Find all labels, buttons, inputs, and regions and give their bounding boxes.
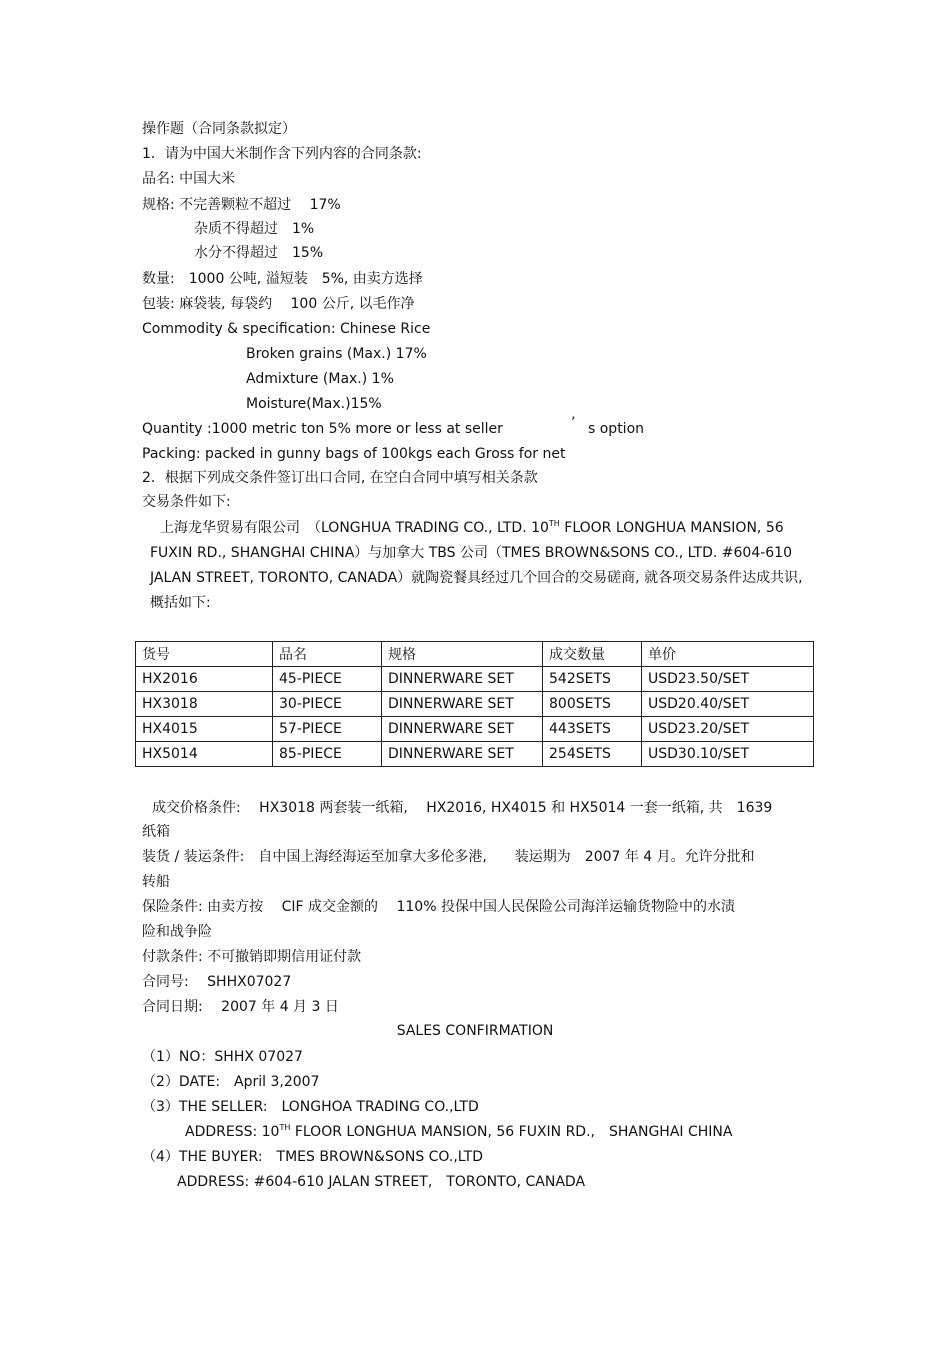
sales-confirmation-heading: SALES CONFIRMATION xyxy=(396,1023,554,1039)
seller-address-superscript: TH xyxy=(279,1123,291,1132)
seller-address-part-1: ADDRESS: 10 xyxy=(185,1124,280,1140)
intro-superscript: TH xyxy=(548,519,560,528)
shipment-terms-line-2: 转船 xyxy=(142,874,170,890)
terms-label: 交易条件如下: xyxy=(142,494,231,510)
table-row xyxy=(136,717,814,742)
apostrophe: ’ xyxy=(571,415,576,431)
page-title: 操作题（合同条款拟定） xyxy=(142,121,296,137)
table-cell: DINNERWARE SET xyxy=(382,667,543,692)
en-commodity-line: Commodity & specification: Chinese Rice xyxy=(142,321,431,337)
table-header-row xyxy=(136,642,814,667)
shipment-terms-line-1: 装货 / 装运条件: 自中国上海经海运至加拿大多伦多港, 装运期为 2007 年 4 月。允许分批和 xyxy=(142,849,755,865)
sc-number-line: （1）NO：SHHX 07027 xyxy=(142,1049,303,1065)
en-quantity-line xyxy=(142,419,503,439)
deal-table xyxy=(135,641,814,767)
table-cell: USD23.20/SET xyxy=(642,717,814,742)
question-1-prompt: 1．请为中国大米制作含下列内容的合同条款: xyxy=(142,146,422,162)
spec-line-2: 杂质不得超过 1% xyxy=(194,221,315,237)
product-name-line: 品名: 中国大米 xyxy=(142,171,236,187)
table-cell: 800SETS xyxy=(543,692,642,717)
sc-buyer-address: ADDRESS: #604-610 JALAN STREET, TORONTO, CANADA xyxy=(177,1174,586,1190)
insurance-terms-line-1: 保险条件: 由卖方按 CIF 成交金额的 110% 投保中国人民保险公司海洋运输货物险中的水渍 xyxy=(142,899,735,915)
contract-date-line: 合同日期: 2007 年 4 月 3 日 xyxy=(142,999,339,1015)
intro-part-2: FLOOR LONGHUA MANSION, 56 FUXIN RD., SHANGHAI CHINA）与加拿大 TBS 公司（TMES BROWN&SONS CO., LTD. #604-610 JALAN STREET, TORONTO, CANADA）就陶瓷餐具经过几个回合的交易磋商, 就各项交易条件达成共识, 概括如下: xyxy=(150,520,803,611)
table-cell: USD20.40/SET xyxy=(642,692,814,717)
table-cell: 57-PIECE xyxy=(273,717,382,742)
table-cell: 30-PIECE xyxy=(273,692,382,717)
quantity-line: 数量: 1000 公吨, 溢短装 5%, 由卖方选择 xyxy=(142,271,423,287)
table-header: 规格 xyxy=(382,642,543,667)
spec-line-1: 规格: 不完善颗粒不超过 17% xyxy=(142,197,341,213)
table-cell: 542SETS xyxy=(543,667,642,692)
table-cell: DINNERWARE SET xyxy=(382,742,543,767)
sc-buyer-line: （4）THE BUYER: TMES BROWN&SONS CO.,LTD xyxy=(142,1149,483,1165)
insurance-terms-line-2: 险和战争险 xyxy=(142,924,212,940)
table-header: 品名 xyxy=(273,642,382,667)
table-header: 成交数量 xyxy=(543,642,642,667)
intro-part-1: 上海龙华贸易有限公司 （LONGHUA TRADING CO., LTD. 10 xyxy=(160,520,549,536)
table-cell: 254SETS xyxy=(543,742,642,767)
table-row xyxy=(136,692,814,717)
en-packing-line: Packing: packed in gunny bags of 100kgs each Gross for net xyxy=(142,446,566,462)
en-moisture-line: Moisture(Max.)15% xyxy=(246,396,382,412)
table-row xyxy=(136,667,814,692)
spec-line-3: 水分不得超过 15% xyxy=(194,245,324,261)
price-terms-line-1: 成交价格条件: HX3018 两套装一纸箱, HX2016, HX4015 和 HX5014 一套一纸箱, 共 1639 xyxy=(152,800,773,816)
table-cell: DINNERWARE SET xyxy=(382,692,543,717)
table-cell: USD23.50/SET xyxy=(642,667,814,692)
table-header: 货号 xyxy=(136,642,273,667)
payment-terms-line: 付款条件: 不可撤销即期信用证付款 xyxy=(142,949,362,965)
en-admixture-line: Admixture (Max.) 1% xyxy=(246,371,394,387)
sc-date-line: （2）DATE: April 3,2007 xyxy=(142,1074,320,1090)
sc-seller-line: （3）THE SELLER: LONGHOA TRADING CO.,LTD xyxy=(142,1099,479,1115)
packing-line: 包装: 麻袋装, 每袋约 100 公斤, 以毛作净 xyxy=(142,296,415,312)
table-cell: HX3018 xyxy=(136,692,273,717)
table-row xyxy=(136,742,814,767)
table-cell: HX2016 xyxy=(136,667,273,692)
table-header: 单价 xyxy=(642,642,814,667)
en-broken-line: Broken grains (Max.) 17% xyxy=(246,346,427,362)
intro-paragraph xyxy=(150,516,815,616)
table-cell: USD30.10/SET xyxy=(642,742,814,767)
sc-seller-address xyxy=(185,1122,732,1142)
table-cell: 85-PIECE xyxy=(273,742,382,767)
table-cell: DINNERWARE SET xyxy=(382,717,543,742)
price-terms-line-2: 纸箱 xyxy=(142,824,170,840)
table-cell: 45-PIECE xyxy=(273,667,382,692)
contract-number-line: 合同号: SHHX07027 xyxy=(142,974,292,990)
en-quantity-text: Quantity :1000 metric ton 5% more or less at seller xyxy=(142,421,503,437)
table-cell: 443SETS xyxy=(543,717,642,742)
table-cell: HX5014 xyxy=(136,742,273,767)
seller-address-part-2: FLOOR LONGHUA MANSION, 56 FUXIN RD., SHANGHAI CHINA xyxy=(290,1124,733,1140)
en-quantity-tail: s option xyxy=(588,421,645,437)
question-2-prompt: 2．根据下列成交条件签订出口合同, 在空白合同中填写相关条款 xyxy=(142,470,538,486)
table-cell: HX4015 xyxy=(136,717,273,742)
